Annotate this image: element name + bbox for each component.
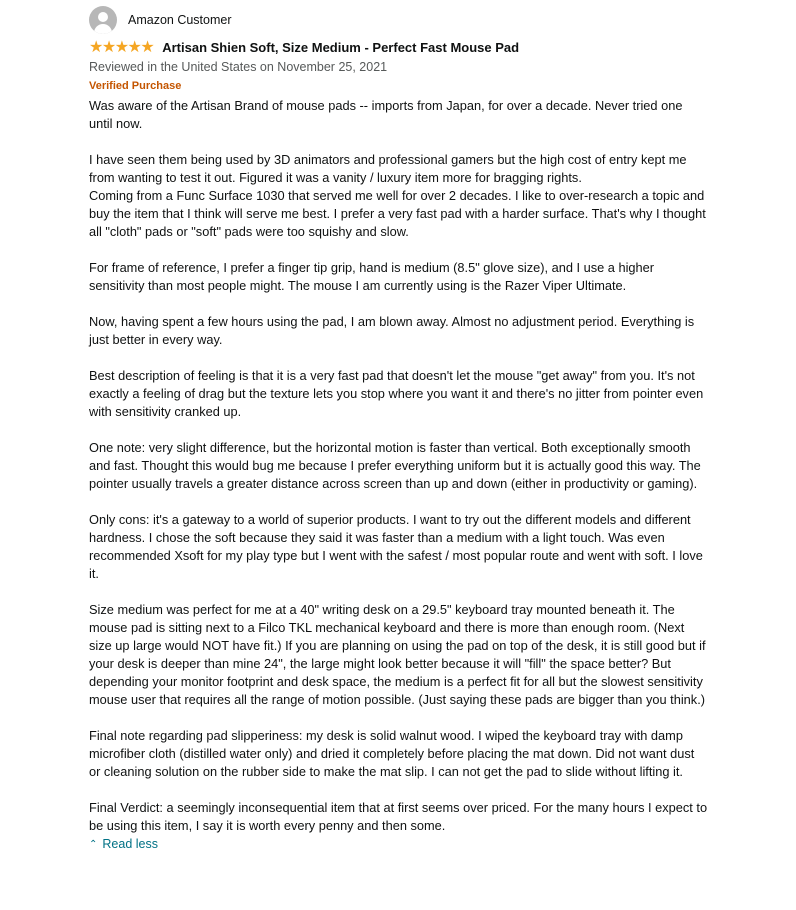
- reviewer-profile[interactable]: [89, 6, 709, 34]
- review-title[interactable]: Artisan Shien Soft, Size Medium - Perfect Fast Mouse Pad: [162, 40, 520, 55]
- review-paragraph: Only cons: it's a gateway to a world of superior products. I want to try out the different models and different hardness. I chose the soft because they said it was faster than a medium with a light touch. Was even recommended Xsoft for my play type but I went with the safest / most popular route and went with soft. I love it.: [89, 512, 703, 581]
- review-paragraph: Size medium was perfect for me at a 40" writing desk on a 29.5" keyboard tray mounted beneath it. The mouse pad is sitting next to a Filco TKL mechanical keyboard and there is more than enough room. (Next size up large would NOT have fit.) If you are planning on using the pad on top of the desk, it is still good but if your desk is deeper than mine 24", the large might look better because it will "fill" the space better? But depending your monitor footprint and desk space, the medium is a perfect fit for all but the slowest sensitivity mouse user that requires all the range of motion possible. (Just saying these pads are bigger than you think.): [89, 602, 706, 707]
- star-icon: ★: [89, 38, 102, 56]
- review-title-row: [89, 39, 709, 56]
- review-date: Reviewed in the United States on November 25, 2021: [89, 60, 388, 74]
- review-body: [89, 97, 709, 835]
- reviewer-name[interactable]: Amazon Customer: [128, 13, 232, 27]
- star-rating[interactable]: [89, 40, 153, 56]
- review-paragraph: For frame of reference, I prefer a finger tip grip, hand is medium (8.5" glove size), and I use a higher sensitivity than most people might. The mouse I am currently using is the Razer Viper Ultimate.: [89, 260, 655, 293]
- verified-purchase-badge[interactable]: Verified Purchase: [89, 80, 182, 92]
- review-paragraph: One note: very slight difference, but the horizontal motion is faster than vertical. Both exceptionally smooth and fast. Thought this would bug me because I prefer everything uniform but it is actually good this way. The pointer usually travels a greater distance across screen than up and down (either in productivity or gaming).: [89, 440, 701, 491]
- avatar-head: [98, 12, 108, 22]
- review-paragraph: Was aware of the Artisan Brand of mouse pads -- imports from Japan, for over a decade. Never tried one until now.: [89, 98, 683, 131]
- review-paragraph: Final Verdict: a seemingly inconsequential item that at first seems over priced. For the many hours I expect to be using this item, I say it is worth every penny and then some.: [89, 800, 708, 833]
- review-paragraph: Final note regarding pad slipperiness: my desk is solid walnut wood. I wiped the keyboard tray with damp microfiber cloth (distilled water only) and dried it completely before placing the mat down. Did not want dust or cleaning solution on the rubber side to make the mat slip. I can not get the pad to slide without lifting it.: [89, 728, 695, 779]
- chevron-up-icon: ⌃: [89, 838, 98, 850]
- avatar-shoulders: [94, 24, 112, 34]
- avatar-icon[interactable]: [89, 6, 117, 34]
- star-icon: ★: [127, 38, 141, 56]
- star-icon: ★: [101, 38, 115, 56]
- read-less-link[interactable]: [89, 835, 709, 853]
- star-icon: ★: [114, 38, 128, 56]
- review-paragraph: I have seen them being used by 3D animators and professional gamers but the high cost of entry kept me from wanting to test it out. Figured it was a vanity / luxury item more for bragging rights. Coming from a Func Surface 1030 that served me well for over 2 decades. I like to over-research a topic and buy the item that I think will serve me best. I prefer a very fast pad with a harder surface. That's why I thought all "cloth" pads or "soft" pads were too squishy and slow.: [89, 152, 706, 239]
- star-icon: ★: [140, 38, 154, 56]
- review-paragraph: Now, having spent a few hours using the pad, I am blown away. Almost no adjustment period. Everything is just better in every way.: [89, 314, 695, 347]
- read-less-label: Read less: [102, 837, 158, 851]
- review-card: [89, 6, 709, 853]
- review-paragraph: Best description of feeling is that it is a very fast pad that doesn't let the mouse "get away" from you. It's not exactly a feeling of drag but the texture lets you stop where you want it and there's no jitter from pointer even with sensitivity cranked up.: [89, 368, 704, 419]
